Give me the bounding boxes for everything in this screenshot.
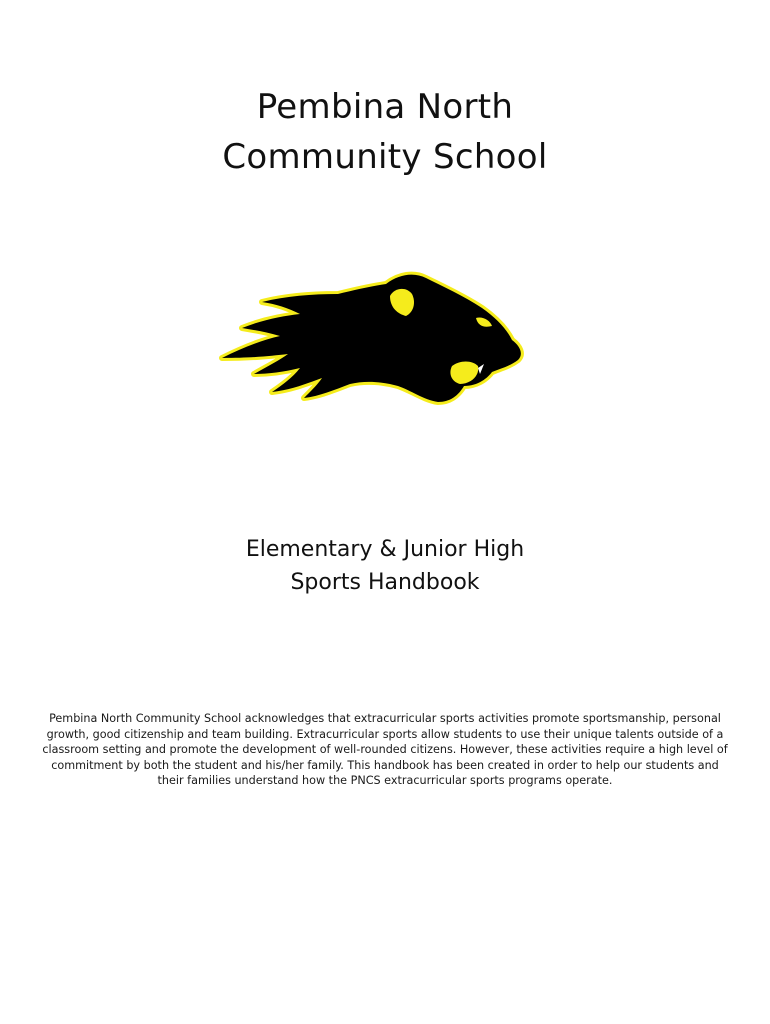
handbook-title-line-2: Sports Handbook xyxy=(290,570,480,595)
school-title-line-1: Pembina North xyxy=(256,87,514,127)
panther-head-icon xyxy=(214,268,526,408)
intro-paragraph: Pembina North Community School acknowledges that extracurricular sports activities promote sportsmanship, personal growth, good citizenship and team building. Extracurricular sports allow students to use their unique talents outside of a classroom setting and promote the development of well-rounded citizens. However, these activities require a high level of commitment by both the student and his/her family. This handbook has been created in order to help our students and their families understand how the PNCS extracurricular sports programs operate. xyxy=(42,712,728,788)
school-title-line-2: Community School xyxy=(222,137,548,177)
school-title xyxy=(0,82,770,182)
handbook-title xyxy=(0,533,770,599)
handbook-title-line-1: Elementary & Junior High xyxy=(245,537,525,562)
